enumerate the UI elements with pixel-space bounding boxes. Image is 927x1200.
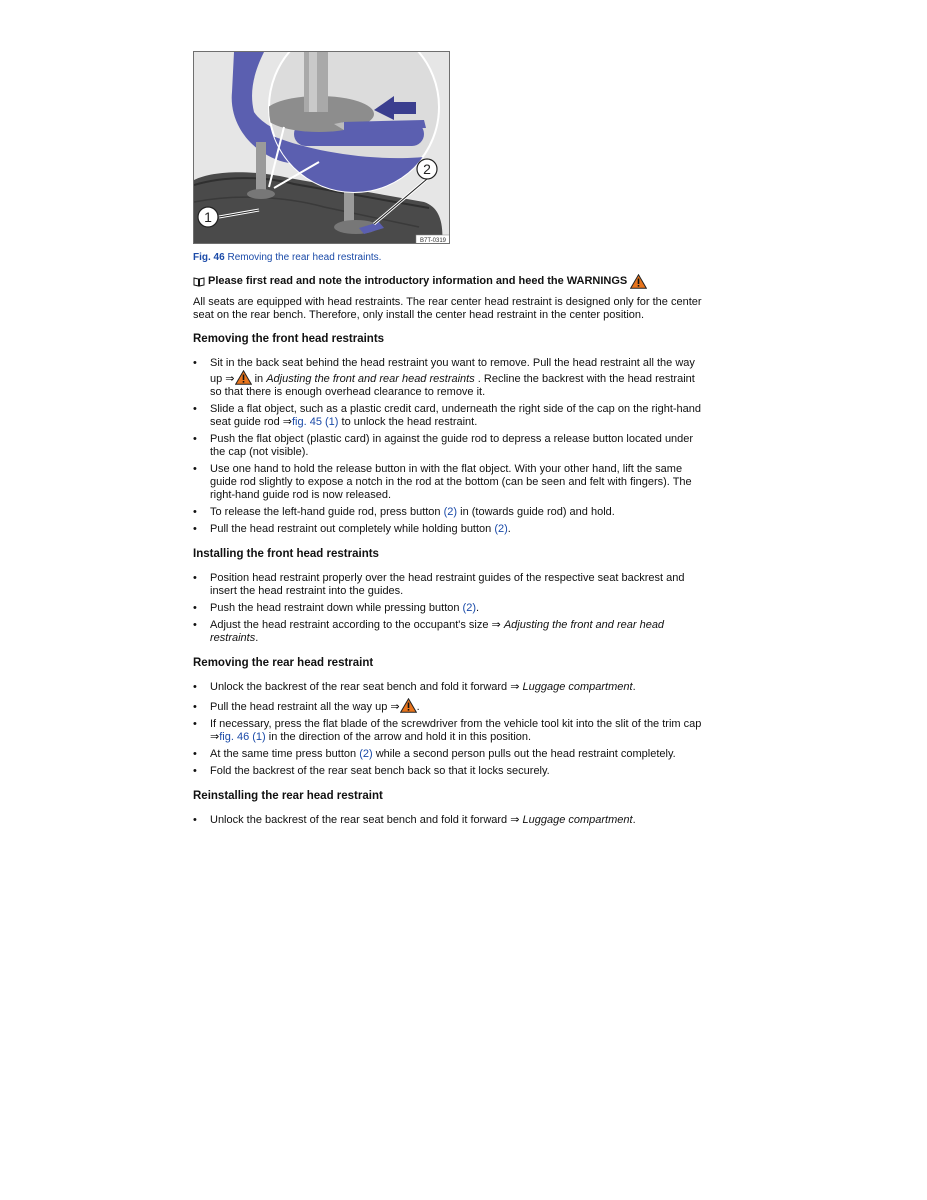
- instruction-list: [193, 357, 708, 536]
- callout-2: 2: [423, 161, 431, 177]
- list-item: [193, 718, 708, 744]
- item-text-end: in the direction of the arrow and hold it in this position.: [265, 731, 532, 743]
- bullet-icon: •: [193, 523, 197, 535]
- section-heading: Installing the front head restraints: [193, 548, 379, 560]
- list-item: [193, 403, 708, 429]
- cross-reference-link[interactable]: fig. 45 (1): [292, 416, 339, 428]
- document-body: [193, 274, 708, 839]
- item-text-end: .: [632, 681, 636, 693]
- bullet-icon: •: [193, 814, 197, 826]
- item-text: To release the left-hand guide rod, press button: [210, 506, 444, 518]
- section-reference[interactable]: Adjusting the front and rear head restraints: [266, 373, 475, 385]
- section-heading: Removing the front head restraints: [193, 333, 385, 345]
- item-text: Slide a flat object, such as a plastic credit card, underneath the right side of the cap on the right-hand seat guide rod ⇒: [210, 403, 702, 428]
- instruction-list: [193, 681, 708, 778]
- bullet-icon: •: [193, 463, 197, 475]
- list-item: [193, 619, 708, 645]
- list-item: [193, 698, 708, 714]
- sections-container: [193, 333, 708, 827]
- instruction-list: [193, 814, 708, 827]
- list-item: [193, 602, 708, 615]
- list-item: [193, 506, 708, 519]
- cross-reference-link[interactable]: (2): [462, 602, 476, 614]
- item-text-end: to unlock the head restraint.: [338, 416, 478, 428]
- item-text-end: .: [476, 602, 480, 614]
- bullet-icon: •: [193, 602, 197, 614]
- item-text: Pull the head restraint all the way up ⇒: [210, 701, 400, 713]
- warning-triangle-icon[interactable]: [400, 698, 417, 713]
- cross-reference-link[interactable]: (2): [443, 506, 458, 518]
- warning-triangle-icon[interactable]: [235, 370, 252, 385]
- callout-1: 1: [204, 209, 212, 225]
- bullet-icon: •: [193, 357, 197, 369]
- item-text-mid: in: [251, 373, 267, 385]
- intro-notice: [193, 274, 708, 289]
- item-text-end: .: [416, 701, 420, 713]
- list-item: [193, 748, 708, 761]
- bullet-icon: •: [193, 572, 197, 584]
- item-text-end: .: [255, 632, 259, 644]
- intro-text: Please first read and note the introductory information and heed the WARNINGS: [208, 275, 628, 287]
- warning-triangle-icon[interactable]: [630, 274, 647, 289]
- bullet-icon: •: [193, 765, 197, 777]
- cross-reference-link[interactable]: (2): [494, 523, 508, 535]
- item-text: Position head restraint properly over the head restraint guides of the respective seat backrest and insert the head restraint into the guides.: [210, 572, 685, 597]
- caption-label: Fig. 46: [193, 252, 225, 263]
- cross-reference-link[interactable]: fig. 46 (1): [219, 731, 266, 743]
- section-reference[interactable]: Luggage compartment: [522, 681, 633, 693]
- bullet-icon: •: [193, 619, 197, 631]
- item-text: Unlock the backrest of the rear seat bench and fold it forward ⇒: [210, 681, 523, 693]
- section-reference[interactable]: Adjusting the front and rear head restraints: [210, 619, 665, 644]
- figure-caption: [193, 252, 381, 263]
- item-text: Adjust the head restraint according to the occupant's size ⇒: [210, 619, 504, 631]
- caption-text: Removing the rear head restraints.: [227, 252, 382, 263]
- list-item: [193, 814, 708, 827]
- book-icon: [193, 277, 205, 287]
- item-text-end: .: [507, 523, 511, 535]
- item-text: At the same time press button: [210, 748, 360, 760]
- cross-reference-link[interactable]: (2): [359, 748, 373, 760]
- bullet-icon: •: [193, 403, 197, 415]
- bullet-icon: •: [193, 506, 197, 518]
- section-heading: Removing the rear head restraint: [193, 657, 374, 669]
- item-text: Pull the head restraint out completely while holding button: [210, 523, 495, 535]
- list-item: [193, 681, 708, 694]
- item-text: Sit in the back seat behind the head restraint you want to remove. Pull the head restraint all the way up ⇒: [210, 357, 695, 385]
- item-text-end: while a second person pulls out the head restraint completely.: [372, 748, 676, 760]
- bullet-icon: •: [193, 433, 197, 445]
- bullet-icon: •: [193, 681, 197, 693]
- bullet-icon: •: [193, 701, 197, 713]
- item-text: If necessary, press the flat blade of the screwdriver from the vehicle tool kit into the slit of the trim cap ⇒: [210, 718, 702, 743]
- section-reference[interactable]: Luggage compartment: [522, 814, 633, 826]
- item-text: Push the flat object (plastic card) in against the guide rod to depress a release button located under the cap (not visible).: [210, 433, 694, 458]
- item-text-end: . Recline the backrest with the head restraint so that there is enough overhead clearance to remove it.: [210, 373, 695, 398]
- instruction-list: [193, 572, 708, 645]
- item-text-end: in (towards guide rod) and hold.: [457, 506, 615, 518]
- figure-46-illustration: [193, 51, 450, 244]
- item-text-end: .: [632, 814, 636, 826]
- list-item: [193, 433, 708, 459]
- list-item: [193, 523, 708, 536]
- item-text: Use one hand to hold the release button in with the flat object. With your other hand, lift the same guide rod slightly to expose a notch in the rod at the bottom (can be seen and felt with fingers). The right-hand guide rod is now released.: [210, 463, 692, 501]
- section-heading: Reinstalling the rear head restraint: [193, 790, 383, 802]
- item-text: Fold the backrest of the rear seat bench back so that it locks securely.: [210, 765, 550, 777]
- intro-paragraph: All seats are equipped with head restraints. The rear center head restraint is designed only for the center seat on the rear bench. Therefore, only install the center head restraint in the center position.: [193, 296, 702, 321]
- bullet-icon: •: [193, 748, 197, 760]
- item-text: Push the head restraint down while pressing button: [210, 602, 463, 614]
- item-text: Unlock the backrest of the rear seat bench and fold it forward ⇒: [210, 814, 523, 826]
- list-item: [193, 463, 708, 502]
- list-item: [193, 765, 708, 778]
- figure-code: B7T-0319: [419, 238, 447, 244]
- list-item: [193, 357, 708, 399]
- list-item: [193, 572, 708, 598]
- bullet-icon: •: [193, 718, 197, 730]
